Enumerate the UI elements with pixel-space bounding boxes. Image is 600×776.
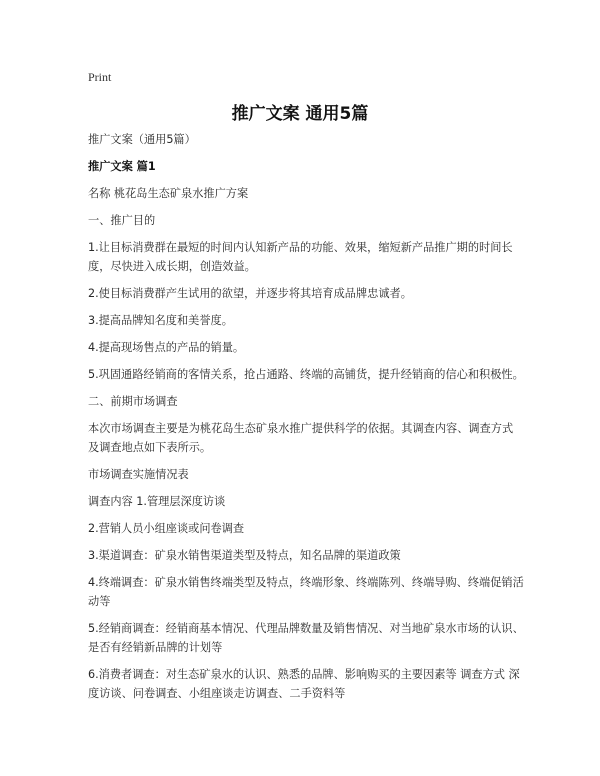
paragraph: 一、推广目的 bbox=[88, 214, 156, 227]
paragraph: 5.巩固通路经销商的客情关系，抢占通路、终端的高铺货，提升经销商的信心和积极性。 bbox=[88, 368, 524, 381]
paragraph: 2.使目标消费群产生试用的欲望，并逐步将其培育成品牌忠诚者。 bbox=[88, 287, 412, 300]
paragraph: 本次市场调查主要是为桃花岛生态矿泉水推广提供科学的依据。其调查内容、调查方式及调查地点如下表所示。 bbox=[88, 422, 514, 454]
paragraph: 名称 桃花岛生态矿泉水推广方案 bbox=[88, 187, 249, 200]
print-link[interactable]: Print bbox=[88, 70, 112, 84]
section-heading: 推广文案 篇1 bbox=[88, 160, 156, 173]
paragraph: 5.经销商调查：经销商基本情况、代理品牌数量及销售情况、对当地矿泉水市场的认识、是否有经销新品牌的计划等 bbox=[88, 622, 524, 654]
paragraph: 调查内容 1.管理层深度访谈 bbox=[88, 495, 226, 508]
paragraph: 推广文案（通用5篇） bbox=[88, 133, 196, 146]
page-title: 推广文案 通用5篇 bbox=[231, 104, 369, 124]
document-body bbox=[88, 130, 524, 711]
paragraph: 1.让目标消费群在最短的时间内认知新产品的功能、效果，缩短新产品推广期的时间长度，尽快进入成长期，创造效益。 bbox=[88, 241, 513, 273]
paragraph: 6.消费者调查：对生态矿泉水的认识、熟悉的品牌、影响购买的主要因素等 调查方式 深度访谈、问卷调查、小组座谈走访调查、二手资料等 bbox=[88, 668, 520, 700]
paragraph: 3.提高品牌知名度和美誉度。 bbox=[88, 314, 233, 327]
paragraph: 4.提高现场售点的产品的销量。 bbox=[88, 341, 245, 354]
paragraph: 二、前期市场调查 bbox=[88, 395, 178, 408]
paragraph: 市场调查实施情况表 bbox=[88, 468, 189, 481]
paragraph: 4.终端调查：矿泉水销售终端类型及特点，终端形象、终端陈列、终端导购、终端促销活动等 bbox=[88, 576, 524, 608]
paragraph: 2.营销人员小组座谈或问卷调查 bbox=[88, 522, 245, 535]
paragraph: 3.渠道调查：矿泉水销售渠道类型及特点，知名品牌的渠道政策 bbox=[88, 549, 401, 562]
